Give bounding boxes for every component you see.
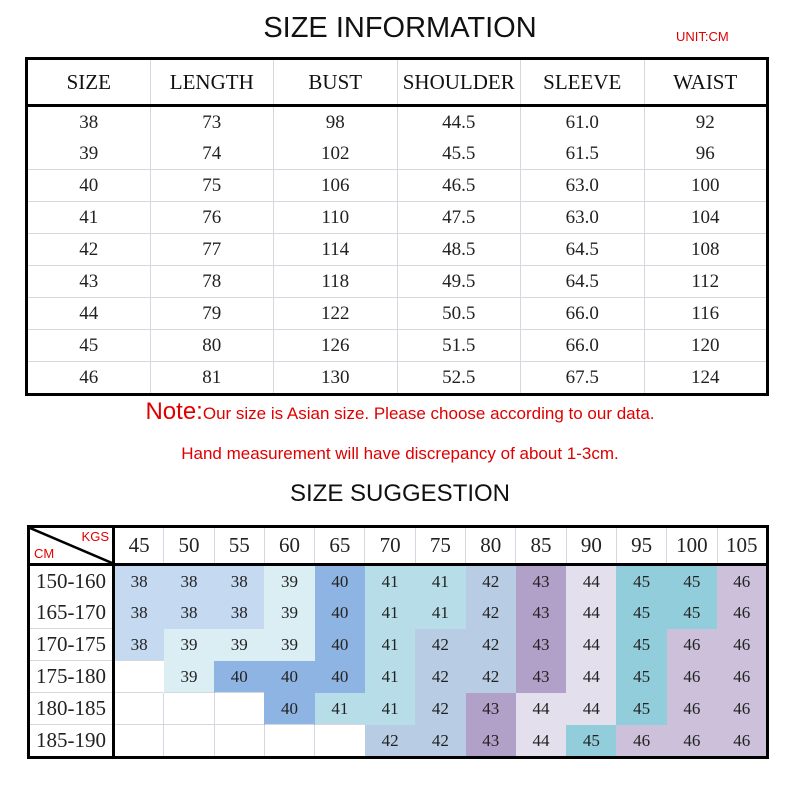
cell-bust: 106: [274, 170, 398, 202]
suggested-size-cell: [114, 693, 164, 725]
unit-label: UNIT:CM: [676, 29, 729, 44]
cell-waist: 120: [644, 330, 768, 362]
suggested-size-cell: 39: [164, 661, 214, 693]
cell-size: 43: [27, 266, 151, 298]
cell-shoulder: 50.5: [397, 298, 521, 330]
suggested-size-cell: [164, 693, 214, 725]
note-line-1: [0, 398, 800, 426]
weight-header-row: [29, 527, 768, 565]
cell-waist: 96: [644, 138, 768, 170]
column-header-bust: BUST: [274, 59, 398, 106]
height-row: [29, 661, 768, 693]
suggested-size-cell: 38: [214, 565, 264, 598]
cell-bust: 118: [274, 266, 398, 298]
height-range-label: 175-180: [29, 661, 114, 693]
cell-bust: 114: [274, 234, 398, 266]
height-row: [29, 725, 768, 758]
weight-header: 75: [415, 527, 465, 565]
cell-waist: 100: [644, 170, 768, 202]
cell-shoulder: 46.5: [397, 170, 521, 202]
cell-size: 41: [27, 202, 151, 234]
suggested-size-cell: [214, 693, 264, 725]
suggested-size-cell: 38: [214, 597, 264, 629]
cell-sleeve: 63.0: [521, 170, 645, 202]
suggested-size-cell: 42: [466, 661, 516, 693]
suggested-size-cell: 41: [415, 565, 465, 598]
suggested-size-cell: 46: [667, 725, 717, 758]
cell-sleeve: 66.0: [521, 330, 645, 362]
cell-sleeve: 64.5: [521, 266, 645, 298]
cell-bust: 98: [274, 106, 398, 139]
suggested-size-cell: 45: [667, 565, 717, 598]
height-range-label: 150-160: [29, 565, 114, 598]
suggested-size-cell: 39: [264, 629, 314, 661]
corner-header: [29, 527, 114, 565]
height-range-label: 185-190: [29, 725, 114, 758]
weight-header: 65: [315, 527, 365, 565]
note-line-2: Hand measurement will have discrepancy of about 1-3cm.: [181, 444, 619, 463]
cell-waist: 92: [644, 106, 768, 139]
cell-waist: 104: [644, 202, 768, 234]
size-information-title: SIZE INFORMATION: [263, 12, 537, 44]
suggested-size-cell: 42: [415, 629, 465, 661]
table-row: [27, 330, 768, 362]
height-range-label: 165-170: [29, 597, 114, 629]
suggested-size-cell: 43: [516, 597, 566, 629]
suggested-size-cell: 44: [566, 565, 616, 598]
cell-length: 74: [150, 138, 274, 170]
suggested-size-cell: 41: [365, 565, 415, 598]
weight-header: 50: [164, 527, 214, 565]
cell-size: 39: [79, 142, 99, 164]
cell-length: 78: [150, 266, 274, 298]
size-suggestion-table: [27, 525, 769, 759]
cell-waist: 116: [644, 298, 768, 330]
suggested-size-cell: 46: [717, 565, 767, 598]
column-header-shoulder: SHOULDER: [397, 59, 521, 106]
cell-bust: 122: [274, 298, 398, 330]
cell-length: 80: [150, 330, 274, 362]
weight-header: 85: [516, 527, 566, 565]
weight-header: 100: [667, 527, 717, 565]
size-information-table: [25, 57, 769, 396]
suggested-size-cell: 46: [717, 725, 767, 758]
suggested-size-cell: 41: [315, 693, 365, 725]
cell-size: 38: [27, 106, 151, 139]
suggested-size-cell: 40: [315, 597, 365, 629]
cm-label: CM: [34, 546, 55, 561]
cell-sleeve: 61.5: [521, 138, 645, 170]
table-row: [27, 138, 768, 170]
suggested-size-cell: 39: [164, 629, 214, 661]
table-row: [27, 106, 768, 139]
suggested-size-cell: 46: [717, 597, 767, 629]
suggested-size-cell: 42: [466, 565, 516, 598]
cell-bust: 130: [274, 362, 398, 395]
cell-length: 79: [150, 298, 274, 330]
suggested-size-cell: [264, 725, 314, 758]
size-suggestion-title: SIZE SUGGESTION: [289, 480, 511, 507]
suggested-size-cell: 44: [566, 661, 616, 693]
cell-size: 44: [27, 298, 151, 330]
weight-header: 55: [214, 527, 264, 565]
column-header-sleeve: SLEEVE: [521, 59, 645, 106]
suggested-size-cell: 46: [717, 629, 767, 661]
cell-waist: 124: [644, 362, 768, 395]
suggested-size-cell: 43: [466, 693, 516, 725]
note-label: Note:: [145, 398, 203, 425]
height-row: [29, 565, 768, 598]
cell-shoulder: 48.5: [397, 234, 521, 266]
table-header-row: [27, 59, 768, 106]
suggested-size-cell: 45: [566, 725, 616, 758]
suggested-size-cell: 45: [616, 693, 666, 725]
suggested-size-cell: [214, 725, 264, 758]
column-header-waist: WAIST: [644, 59, 768, 106]
suggested-size-cell: [315, 725, 365, 758]
weight-header: 95: [616, 527, 666, 565]
column-header-size: SIZE: [27, 59, 151, 106]
suggested-size-cell: 42: [415, 693, 465, 725]
cell-shoulder: 49.5: [397, 266, 521, 298]
column-header-length: LENGTH: [150, 59, 274, 106]
suggested-size-cell: 38: [114, 597, 164, 629]
suggested-size-cell: 42: [466, 597, 516, 629]
cell-size: 42: [27, 234, 151, 266]
suggested-size-cell: 43: [516, 661, 566, 693]
table-row: [27, 234, 768, 266]
cell-sleeve: 64.5: [521, 234, 645, 266]
note-text-1: Our size is Asian size. Please choose according to our data.: [202, 404, 655, 423]
cell-length: 75: [150, 170, 274, 202]
cell-sleeve: 67.5: [521, 362, 645, 395]
suggested-size-cell: 44: [566, 597, 616, 629]
suggested-size-cell: 44: [566, 629, 616, 661]
suggested-size-cell: 41: [365, 661, 415, 693]
suggested-size-cell: 42: [466, 629, 516, 661]
suggested-size-cell: 41: [415, 597, 465, 629]
weight-header: 90: [566, 527, 616, 565]
height-row: [29, 629, 768, 661]
suggested-size-cell: 39: [264, 565, 314, 598]
suggested-size-cell: 40: [315, 565, 365, 598]
suggested-size-cell: 45: [616, 565, 666, 598]
weight-header: 105: [717, 527, 767, 565]
suggested-size-cell: 45: [616, 597, 666, 629]
cell-sleeve: 66.0: [521, 298, 645, 330]
cell-shoulder: 45.5: [397, 138, 521, 170]
height-range-label: 180-185: [29, 693, 114, 725]
suggested-size-cell: 38: [164, 565, 214, 598]
cell-size: 40: [27, 170, 151, 202]
suggested-size-cell: 46: [717, 693, 767, 725]
cell-waist: 112: [644, 266, 768, 298]
cell-size: 46: [27, 362, 151, 395]
weight-header: 45: [114, 527, 164, 565]
suggested-size-cell: 40: [264, 661, 314, 693]
weight-header: 60: [264, 527, 314, 565]
table-row: [27, 202, 768, 234]
suggested-size-cell: 38: [114, 565, 164, 598]
height-row: [29, 693, 768, 725]
cell-length: 73: [150, 106, 274, 139]
table-row: [27, 266, 768, 298]
cell-bust: 126: [274, 330, 398, 362]
suggested-size-cell: 42: [415, 725, 465, 758]
suggested-size-cell: 41: [365, 597, 415, 629]
suggested-size-cell: 46: [667, 661, 717, 693]
suggested-size-cell: 43: [516, 629, 566, 661]
suggested-size-cell: 40: [315, 661, 365, 693]
table-row: [27, 298, 768, 330]
suggested-size-cell: 38: [114, 629, 164, 661]
height-range-label: 170-175: [29, 629, 114, 661]
weight-header: 70: [365, 527, 415, 565]
cell-shoulder: 44.5: [397, 106, 521, 139]
suggested-size-cell: 39: [214, 629, 264, 661]
weight-header: 80: [466, 527, 516, 565]
suggested-size-cell: 42: [415, 661, 465, 693]
cell-sleeve: 61.0: [521, 106, 645, 139]
suggested-size-cell: 43: [466, 725, 516, 758]
suggested-size-cell: 44: [516, 725, 566, 758]
cell-sleeve: 63.0: [521, 202, 645, 234]
suggested-size-cell: 44: [516, 693, 566, 725]
suggested-size-cell: [164, 725, 214, 758]
cell-bust: 110: [274, 202, 398, 234]
cell-length: 76: [150, 202, 274, 234]
cell-length: 77: [150, 234, 274, 266]
suggested-size-cell: [114, 661, 164, 693]
cell-shoulder: 51.5: [397, 330, 521, 362]
suggested-size-cell: 38: [164, 597, 214, 629]
suggested-size-cell: 45: [616, 629, 666, 661]
suggested-size-cell: 43: [516, 565, 566, 598]
cell-waist: 108: [644, 234, 768, 266]
suggested-size-cell: 45: [616, 661, 666, 693]
cell-size: 45: [27, 330, 151, 362]
suggested-size-cell: 40: [315, 629, 365, 661]
table-row: [27, 170, 768, 202]
cell-shoulder: 52.5: [397, 362, 521, 395]
suggested-size-cell: 46: [667, 629, 717, 661]
height-row: [29, 597, 768, 629]
table-row: [27, 362, 768, 395]
suggested-size-cell: 40: [214, 661, 264, 693]
suggested-size-cell: 39: [264, 597, 314, 629]
suggested-size-cell: 44: [566, 693, 616, 725]
suggested-size-cell: 46: [717, 661, 767, 693]
suggested-size-cell: [114, 725, 164, 758]
suggested-size-cell: 45: [667, 597, 717, 629]
suggested-size-cell: 42: [365, 725, 415, 758]
cell-shoulder: 47.5: [397, 202, 521, 234]
cell-length: 81: [150, 362, 274, 395]
suggested-size-cell: 41: [365, 693, 415, 725]
cell-bust: 102: [274, 138, 398, 170]
suggested-size-cell: 46: [616, 725, 666, 758]
suggested-size-cell: 46: [667, 693, 717, 725]
kgs-label: KGS: [81, 529, 109, 544]
suggested-size-cell: 41: [365, 629, 415, 661]
suggested-size-cell: 40: [264, 693, 314, 725]
